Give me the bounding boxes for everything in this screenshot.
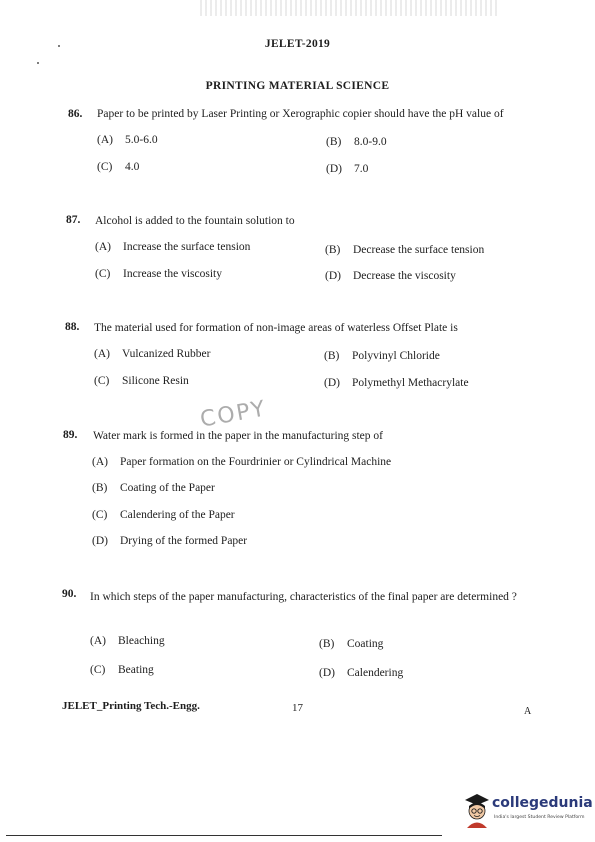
option-a: (A) 5.0-6.0 — [97, 134, 158, 146]
option-b: (B) Coating of the Paper — [92, 482, 215, 494]
option-d: (D) 7.0 — [326, 163, 369, 175]
question-number: 90. — [62, 588, 77, 600]
option-d: (D) Calendering — [319, 667, 404, 679]
option-a: (A) Bleaching — [90, 635, 165, 647]
question-text: The material used for formation of non-image areas of waterless Offset Plate is — [94, 322, 458, 334]
section-title: PRINTING MATERIAL SCIENCE — [205, 80, 390, 92]
scan-speck — [37, 62, 39, 64]
question-number: 87. — [66, 214, 81, 226]
option-a: (A) Vulcanized Rubber — [94, 348, 211, 360]
option-d: (D) Drying of the formed Paper — [92, 535, 248, 547]
question-text: Paper to be printed by Laser Printing or Xerographic copier should have the pH value of — [97, 108, 504, 120]
option-b: (B) Decrease the surface tension — [325, 244, 485, 256]
question-number: 88. — [65, 321, 80, 333]
graduate-mascot-icon — [462, 792, 492, 828]
option-b: (B) Coating — [319, 638, 384, 650]
option-c: (C) Beating — [90, 664, 154, 676]
option-c: (C) Increase the viscosity — [95, 268, 222, 280]
option-c: (C) 4.0 — [97, 161, 140, 173]
question-text: Water mark is formed in the paper in the manufacturing step of — [93, 430, 383, 442]
footer-rule — [6, 835, 442, 836]
option-b: (B) 8.0-9.0 — [326, 136, 387, 148]
option-c: (C) Silicone Resin — [94, 375, 189, 387]
option-a: (A) Increase the surface tension — [95, 241, 251, 253]
option-d: (D) Polymethyl Methacrylate — [324, 377, 469, 389]
option-b: (B) Polyvinyl Chloride — [324, 350, 440, 362]
question-number: 89. — [63, 429, 78, 441]
copy-watermark: COPY — [198, 396, 269, 433]
scan-artifact — [200, 0, 500, 16]
question-text: In which steps of the paper manufacturing, characteristics of the final paper are determined ? — [90, 591, 517, 603]
option-c: (C) Calendering of the Paper — [92, 509, 235, 521]
brand-name: collegedunia — [492, 795, 593, 811]
question-set-label: A — [524, 706, 532, 717]
exam-code: JELET-2019 — [264, 38, 331, 50]
option-a: (A) Paper formation on the Fourdrinier or Cylindrical Machine — [92, 456, 392, 468]
brand-tagline: India's largest Student Review Platform — [494, 815, 585, 820]
footer-paper-name: JELET_Printing Tech.-Engg. — [62, 700, 200, 712]
option-d: (D) Decrease the viscosity — [325, 270, 456, 282]
question-number: 86. — [68, 108, 83, 120]
page-number: 17 — [292, 702, 303, 714]
question-text: Alcohol is added to the fountain solution to — [95, 215, 295, 227]
collegedunia-logo — [462, 792, 592, 832]
